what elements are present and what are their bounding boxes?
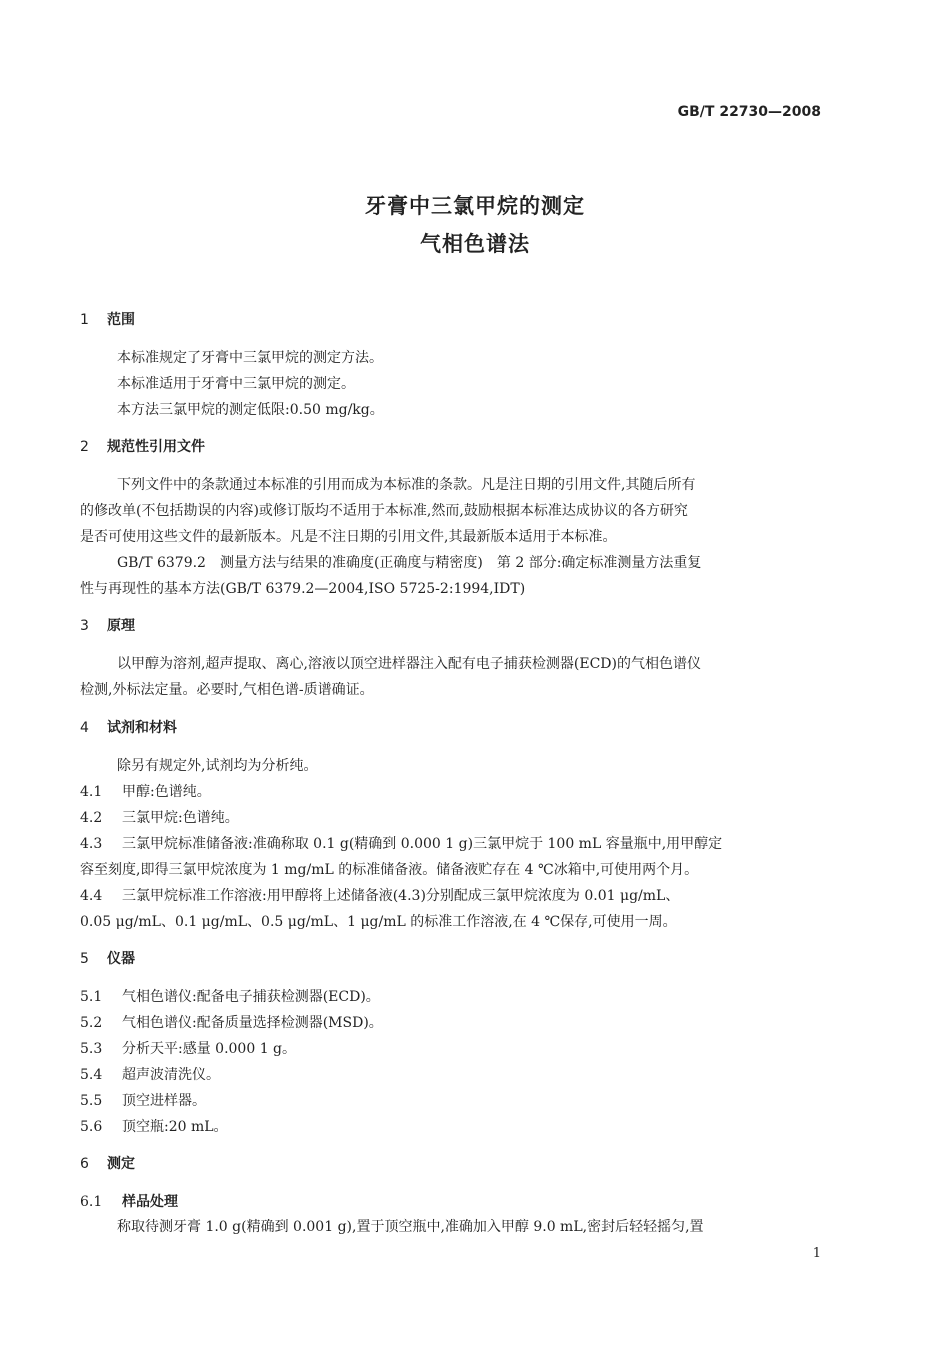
- section-title: 仪器: [107, 951, 135, 967]
- clause-number: 5.3: [80, 1041, 103, 1057]
- clause-continuation: 容至刻度,即得三氯甲烷浓度为 1 mg/mL 的标准储备液。储备液贮存在 4 ℃冰箱中,可使用两个月。: [80, 862, 699, 878]
- paragraph: 本标准适用于牙膏中三氯甲烷的测定。: [117, 376, 355, 392]
- clause-number: 5.2: [80, 1015, 103, 1031]
- section-5-heading: [80, 948, 135, 968]
- paragraph-line: 是否可使用这些文件的最新版本。凡是不注日期的引用文件,其最新版本适用于本标准。: [80, 529, 617, 545]
- paragraph-line: 以甲醇为溶剂,超声提取、离心,溶液以顶空进样器注入配有电子捕获检测器(ECD)的气相色谱仪: [117, 656, 701, 672]
- reference-line: GB/T 6379.2 测量方法与结果的准确度(正确度与精密度) 第 2 部分:确定标准测量方法重复: [117, 555, 702, 571]
- section-4-heading: [80, 717, 177, 737]
- section-title: 原理: [107, 618, 135, 634]
- clause-4-3: [80, 833, 722, 853]
- section-2-heading: [80, 436, 205, 456]
- clause-continuation: 0.05 μg/mL、0.1 μg/mL、0.5 μg/mL、1 μg/mL 的标准工作溶液,在 4 ℃保存,可使用一周。: [80, 914, 677, 930]
- paragraph-line: 称取待测牙膏 1.0 g(精确到 0.001 g),置于顶空瓶中,准确加入甲醇 9.0 mL,密封后轻轻摇匀,置: [117, 1219, 704, 1235]
- clause-text: 气相色谱仪:配备电子捕获检测器(ECD)。: [122, 989, 380, 1005]
- clause-text: 三氯甲烷:色谱纯。: [122, 810, 239, 826]
- clause-5-4: [80, 1064, 220, 1084]
- standard-code: GB/T 22730—2008: [677, 104, 821, 120]
- clause-number: 4.3: [80, 836, 103, 852]
- clause-text: 顶空瓶:20 mL。: [122, 1119, 228, 1135]
- clause-number: 5.5: [80, 1093, 103, 1109]
- clause-text: 气相色谱仪:配备质量选择检测器(MSD)。: [122, 1015, 383, 1031]
- clause-text: 分析天平:感量 0.000 1 g。: [122, 1041, 297, 1057]
- document-subtitle: 气相色谱法: [420, 232, 530, 256]
- clause-5-1: [80, 986, 380, 1006]
- clause-text: 超声波清洗仪。: [122, 1067, 220, 1083]
- clause-5-5: [80, 1090, 206, 1110]
- section-number: 3: [80, 618, 89, 634]
- section-number: 5: [80, 951, 89, 967]
- section-title: 规范性引用文件: [107, 439, 205, 455]
- section-3-heading: [80, 615, 135, 635]
- section-title: 范围: [107, 312, 135, 328]
- clause-text: 顶空进样器。: [122, 1093, 206, 1109]
- clause-text: 甲醇:色谱纯。: [122, 784, 211, 800]
- clause-number: 4.1: [80, 784, 103, 800]
- clause-number: 5.4: [80, 1067, 103, 1083]
- clause-number: 5.6: [80, 1119, 103, 1135]
- clause-number: 5.1: [80, 989, 103, 1005]
- paragraph: 本方法三氯甲烷的测定低限:0.50 mg/kg。: [117, 402, 384, 418]
- page-number: 1: [812, 1246, 821, 1261]
- section-title: 测定: [107, 1156, 135, 1172]
- clause-text: 三氯甲烷标准工作溶液:用甲醇将上述储备液(4.3)分别配成三氯甲烷浓度为 0.01 μg/mL、: [122, 888, 680, 904]
- reference-line: 性与再现性的基本方法(GB/T 6379.2—2004,ISO 5725-2:1994,IDT): [80, 581, 526, 597]
- section-title: 试剂和材料: [107, 720, 177, 736]
- paragraph: 本标准规定了牙膏中三氯甲烷的测定方法。: [117, 350, 383, 366]
- clause-6-1-heading: [80, 1191, 178, 1211]
- clause-4-1: [80, 781, 211, 801]
- paragraph-line: 下列文件中的条款通过本标准的引用而成为本标准的条款。凡是注日期的引用文件,其随后所有: [117, 477, 696, 493]
- clause-4-4: [80, 885, 679, 905]
- section-number: 6: [80, 1156, 89, 1172]
- section-number: 4: [80, 720, 89, 736]
- clause-5-6: [80, 1116, 228, 1136]
- paragraph-line: 检测,外标法定量。必要时,气相色谱-质谱确证。: [80, 682, 374, 698]
- clause-5-3: [80, 1038, 296, 1058]
- clause-number: 6.1: [80, 1194, 103, 1210]
- clause-title: 样品处理: [122, 1194, 178, 1210]
- section-number: 1: [80, 312, 89, 328]
- section-6-heading: [80, 1153, 135, 1173]
- paragraph-line: 的修改单(不包括勘误的内容)或修订版均不适用于本标准,然而,鼓励根据本标准达成协议的各方研究: [80, 503, 688, 519]
- clause-text: 三氯甲烷标准储备液:准确称取 0.1 g(精确到 0.000 1 g)三氯甲烷于 100 mL 容量瓶中,用甲醇定: [122, 836, 723, 852]
- clause-number: 4.2: [80, 810, 103, 826]
- section-number: 2: [80, 439, 89, 455]
- paragraph: 除另有规定外,试剂均为分析纯。: [117, 758, 318, 774]
- document-title: 牙膏中三氯甲烷的测定: [365, 194, 585, 218]
- section-1-heading: [80, 309, 135, 329]
- clause-5-2: [80, 1012, 383, 1032]
- clause-4-2: [80, 807, 239, 827]
- clause-number: 4.4: [80, 888, 103, 904]
